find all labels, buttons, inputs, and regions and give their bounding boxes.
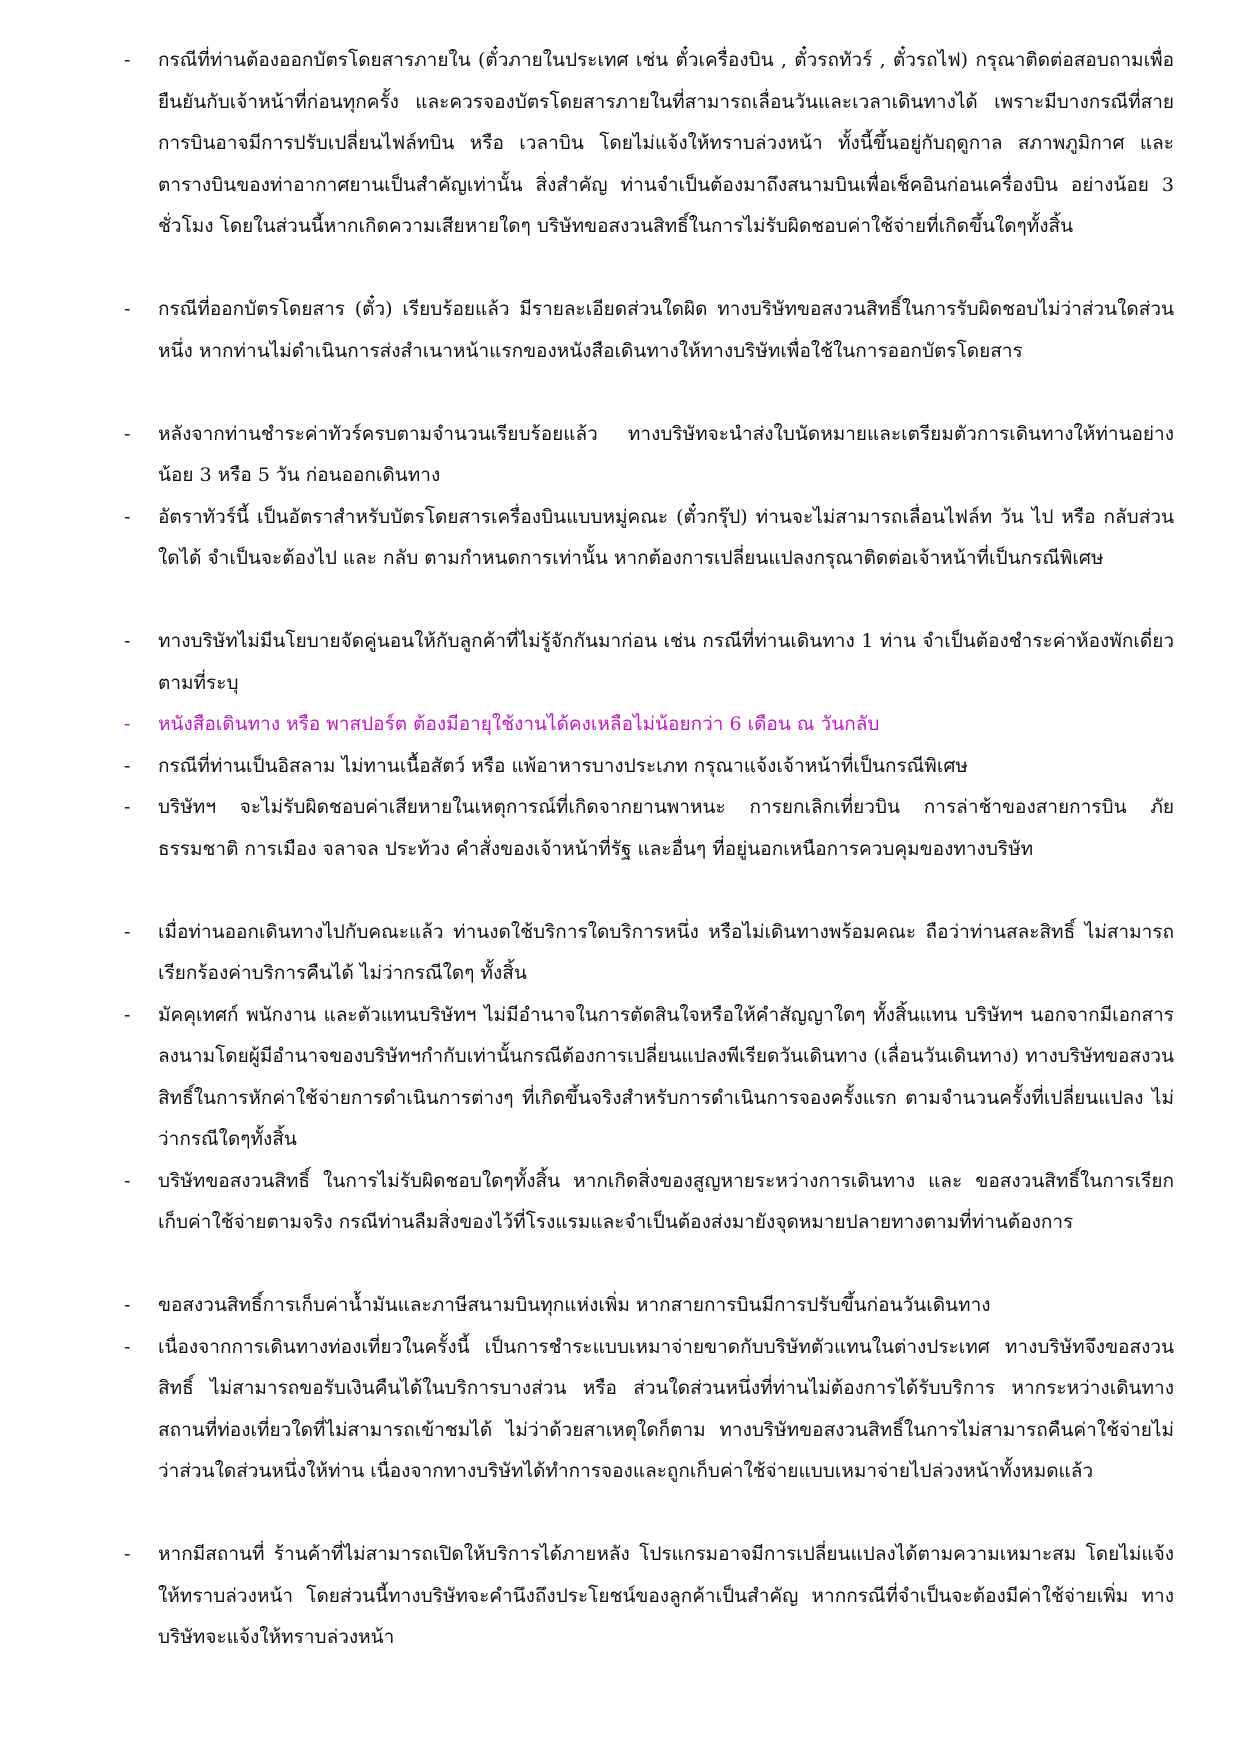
term-text: มัคคุเทศก์ พนักงาน และตัวแทนบริษัทฯ ไม่มีอำนาจในการตัดสินใจหรือให้คำสัญญาใดๆ ทั้งสิ้นแทน บริษัทฯ นอกจากมีเอกสารลงนามโดยผู้มีอำนาจของบริษัทฯกำกับเท่านั้นกรณีต้องการเปลี่ยนแปลงพีเรียดวันเดินทาง (เลื่อนวันเดินทาง) ทางบริษัทขอสงวนสิทธิ์ในการหักค่าใช้จ่ายการดำเนินการต่างๆ ที่เกิดขึ้นจริงสำหรับการดำเนินการจองครั้งแรก ตามจำนวนครั้งที่เปลี่ยนแปลง ไม่ว่ากรณีใดๆทั้งสิ้น xyxy=(158,1003,1174,1150)
term-item-2 xyxy=(124,289,1174,414)
term-item-7 xyxy=(124,746,1174,788)
term-text: ทางบริษัทไม่มีนโยบายจัดคู่นอนให้กับลูกค้าที่ไม่รู้จักกันมาก่อน เช่น กรณีที่ท่านเดินทาง 1 ท่าน จำเป็นต้องชำระค่าห้องพักเดี่ยวตามที่ระบุ xyxy=(158,630,1174,694)
bullet-dash: - xyxy=(124,49,131,71)
term-text: หนังสือเดินทาง หรือ พาสปอร์ต ต้องมีอายุใช้งานได้คงเหลือไม่น้อยกว่า 6 เดือน ณ วันกลับ xyxy=(158,713,880,735)
bullet-dash: - xyxy=(124,505,131,528)
term-item-5 xyxy=(124,621,1174,704)
term-text: เนื่องจากการเดินทางท่องเที่ยวในครั้งนี้ เป็นการชำระแบบเหมาจ่ายขาดกับบริษัทตัวแทนในต่างประเทศ ทางบริษัทจึงขอสงวนสิทธิ์ ไม่สามารถขอรับเงินคืนได้ในบริการบางส่วน หรือ ส่วนใดส่วนหนึ่งที่ท่านไม่ต้องการได้รับบริการ หากระหว่างเดินทาง สถานที่ท่องเที่ยวใดที่ไม่สามารถเข้าชมได้ ไม่ว่าด้วยสาเหตุใดก็ตาม ทางบริษัทขอสงวนสิทธิ์ในการไม่สามารถคืนค่าใช้จ่ายไม่ว่าส่วนใดส่วนหนึ่งให้ท่าน เนื่องจากทางบริษัทได้ทำการจองและถูกเก็บค่าใช้จ่ายแบบเหมาจ่ายไปล่วงหน้าทั้งหมดแล้ว xyxy=(158,1335,1174,1482)
term-text: หลังจากท่านชำระค่าทัวร์ครบตามจำนวนเรียบร้อยแล้ว ทางบริษัทจะนำส่งใบนัดหมายและเตรียมตัวการเดินทางให้ท่านอย่างน้อย 3 หรือ 5 วัน ก่อนออกเดินทาง xyxy=(158,422,1174,486)
term-item-12 xyxy=(124,1285,1174,1327)
term-text: บริษัทขอสงวนสิทธิ์ ในการไม่รับผิดชอบใดๆทั้งสิ้น หากเกิดสิ่งของสูญหายระหว่างการเดินทาง และ ขอสงวนสิทธิ์ในการเรียกเก็บค่าใช้จ่ายตามจริง กรณีท่านลืมสิ่งของไว้ที่โรงแรมและจำเป็นต้องส่งมายังจุดหมายปลายทางตามที่ท่านต้องการ xyxy=(158,1169,1174,1233)
bullet-dash: - xyxy=(124,630,131,652)
term-text: หากมีสถานที่ ร้านค้าที่ไม่สามารถเปิดให้บริการได้ภายหลัง โปรแกรมอาจมีการเปลี่ยนแปลงได้ตามความเหมาะสม โดยไม่แจ้งให้ทราบล่วงหน้า โดยส่วนนี้ทางบริษัทจะคำนึงถึงประโยชน์ของลูกค้าเป็นสำคัญ หากกรณีที่จำเป็นจะต้องมีค่าใช้จ่ายเพิ่ม ทางบริษัทจะแจ้งให้ทราบล่วงหน้า xyxy=(158,1543,1174,1648)
term-item-4 xyxy=(124,497,1174,622)
bullet-dash: - xyxy=(124,1294,131,1316)
term-text: กรณีที่ท่านเป็นอิสลาม ไม่ทานเนื้อสัตว์ หรือ แพ้อาหารบางประเภท กรุณาแจ้งเจ้าหน้าที่เป็นกรณีพิเศษ xyxy=(158,754,968,777)
bullet-dash: - xyxy=(124,754,131,777)
term-text: เมื่อท่านออกเดินทางไปกับคณะแล้ว ท่านงดใช้บริการใดบริการหนึ่ง หรือไม่เดินทางพร้อมคณะ ถือว่าท่านสละสิทธิ์ ไม่สามารถเรียกร้องค่าบริการคืนได้ ไม่ว่ากรณีใดๆ ทั้งสิ้น xyxy=(158,920,1174,984)
bullet-dash: - xyxy=(124,1335,131,1358)
bullet-dash: - xyxy=(124,796,131,818)
term-text: อัตราทัวร์นี้ เป็นอัตราสำหรับบัตรโดยสารเครื่องบินแบบหมู่คณะ (ตั๋วกรุ๊ป) ท่านจะไม่สามารถเลื่อนไฟล์ท วัน ไป หรือ กลับส่วนใดได้ จำเป็นจะต้องไป และ กลับ ตามกำหนดการเท่านั้น หากต้องการเปลี่ยนแปลงกรุณาติดต่อเจ้าหน้าที่เป็นกรณีพิเศษ xyxy=(158,505,1174,569)
term-item-9 xyxy=(124,912,1174,995)
term-item-8 xyxy=(124,787,1174,912)
term-item-11 xyxy=(124,1161,1174,1286)
term-item-3 xyxy=(124,414,1174,497)
term-text: กรณีที่ออกบัตรโดยสาร (ตั๋ว) เรียบร้อยแล้ว มีรายละเอียดส่วนใดผิด ทางบริษัทขอสงวนสิทธิ์ในการรับผิดชอบไม่ว่าส่วนใดส่วนหนึ่ง หากท่านไม่ดำเนินการส่งสำเนาหน้าแรกของหนังสือเดินทางให้ทางบริษัทเพื่อใช้ในการออกบัตรโดยสาร xyxy=(158,298,1174,362)
bullet-dash: - xyxy=(124,920,131,943)
bullet-dash: - xyxy=(124,713,131,735)
term-text: บริษัทฯ จะไม่รับผิดชอบค่าเสียหายในเหตุการณ์ที่เกิดจากยานพาหนะ การยกเลิกเที่ยวบิน การล่าช้าของสายการบิน ภัยธรรมชาติ การเมือง จลาจล ประท้วง คำสั่งของเจ้าหน้าที่รัฐ และอื่นๆ ที่อยู่นอกเหนือการควบคุมของทางบริษัท xyxy=(158,796,1174,860)
term-text: กรณีที่ท่านต้องออกบัตรโดยสารภายใน (ตั๋วภายในประเทศ เช่น ตั๋วเครื่องบิน , ตั๋วรถทัวร์ , ตั๋วรถไฟ) กรุณาติดต่อสอบถามเพื่อยืนยันกับเจ้าหน้าที่ก่อนทุกครั้ง และควรจองบัตรโดยสารภายในที่สามารถเลื่อนวันและเวลาเดินทางได้ เพราะมีบางกรณีที่สายการบินอาจมีการปรับเปลี่ยนไฟล์ทบิน หรือ เวลาบิน โดยไม่แจ้งให้ทราบล่วงหน้า ทั้งนี้ขึ้นอยู่กับฤดูกาล สภาพภูมิกาศ และ ตารางบินของท่าอากาศยานเป็นสำคัญเท่านั้น สิ่งสำคัญ ท่านจำเป็นต้องมาถึงสนามบินเพื่อเช็คอินก่อนเครื่องบิน อย่างน้อย 3 ชั่วโมง โดยในส่วนนี้หากเกิดความเสียหายใดๆ บริษัทขอสงวนสิทธิ์ในการไม่รับผิดชอบค่าใช้จ่ายที่เกิดขึ้นใดๆทั้งสิ้น xyxy=(158,49,1174,237)
terms-conditions-list xyxy=(0,40,1241,1659)
term-text: ขอสงวนสิทธิ์การเก็บค่าน้ำมันและภาษีสนามบินทุกแห่งเพิ่ม หากสายการบินมีการปรับขึ้นก่อนวันเดินทาง xyxy=(158,1294,991,1316)
term-item-1 xyxy=(124,40,1174,289)
bullet-dash: - xyxy=(124,1169,131,1192)
term-item-10 xyxy=(124,995,1174,1161)
term-item-13 xyxy=(124,1327,1174,1535)
bullet-dash: - xyxy=(124,298,131,320)
term-item-14 xyxy=(124,1534,1174,1659)
bullet-dash: - xyxy=(124,1003,131,1026)
bullet-dash: - xyxy=(124,422,131,445)
bullet-dash: - xyxy=(124,1543,131,1565)
term-item-6-passport xyxy=(124,704,1174,746)
